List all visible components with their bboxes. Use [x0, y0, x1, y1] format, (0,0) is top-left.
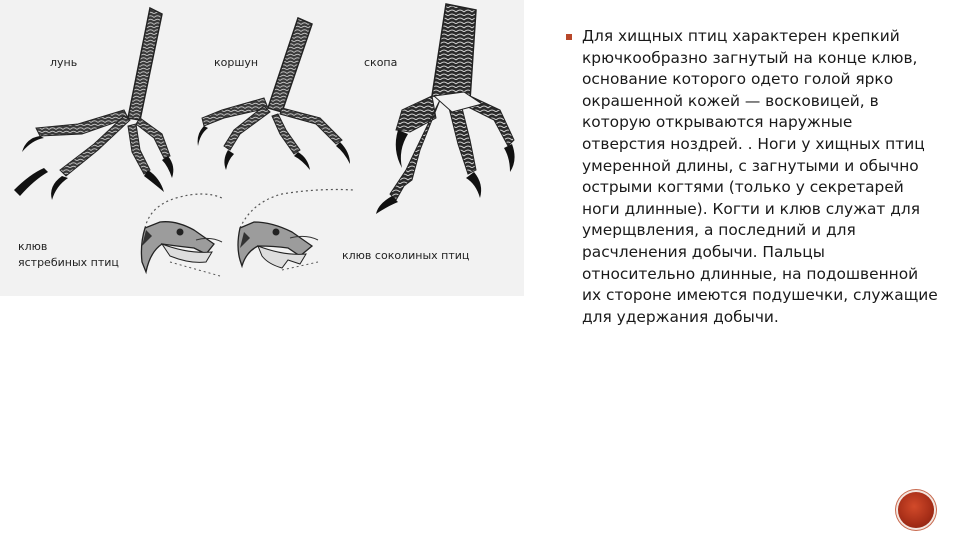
raptor-feet-and-beaks-figure: [0, 0, 524, 296]
label-falcon-beak: клюв соколиных птиц: [342, 249, 470, 262]
kite-foot-drawing: [198, 18, 350, 170]
label-hawk-beak-line1: клюв: [18, 240, 48, 253]
osprey-foot-drawing: [376, 4, 515, 214]
label-hawk-beak-line2: ястребиных птиц: [18, 256, 119, 269]
slide-badge-icon: [898, 492, 934, 528]
label-osprey: скопа: [364, 56, 398, 69]
bullet-item: [566, 26, 938, 328]
label-harrier: лунь: [50, 56, 78, 69]
label-kite: коршун: [214, 56, 259, 69]
falcon-beak-drawing: [238, 190, 354, 271]
bullet-marker-icon: [566, 34, 572, 40]
body-paragraph: Для хищных птиц характерен крепкий крючкообразно загнутый на конце клюв, основание которого одето голой ярко окрашенной кожей — восковицей, в которую открываются наружные отверстия ноздрей. . Ноги у хищных птиц умеренной длины, с загнутыми и обычно острыми когтями (только у секретарей ноги длинные). Когти и клюв служат для умерщвления, а последний и для расчленения добычи. Пальцы относительно длинные, на подошвенной их стороне имеются подушечки, служащие для удержания добычи.: [582, 27, 938, 326]
hawk-beak-drawing: [141, 194, 222, 276]
harrier-foot-drawing: [14, 8, 173, 200]
